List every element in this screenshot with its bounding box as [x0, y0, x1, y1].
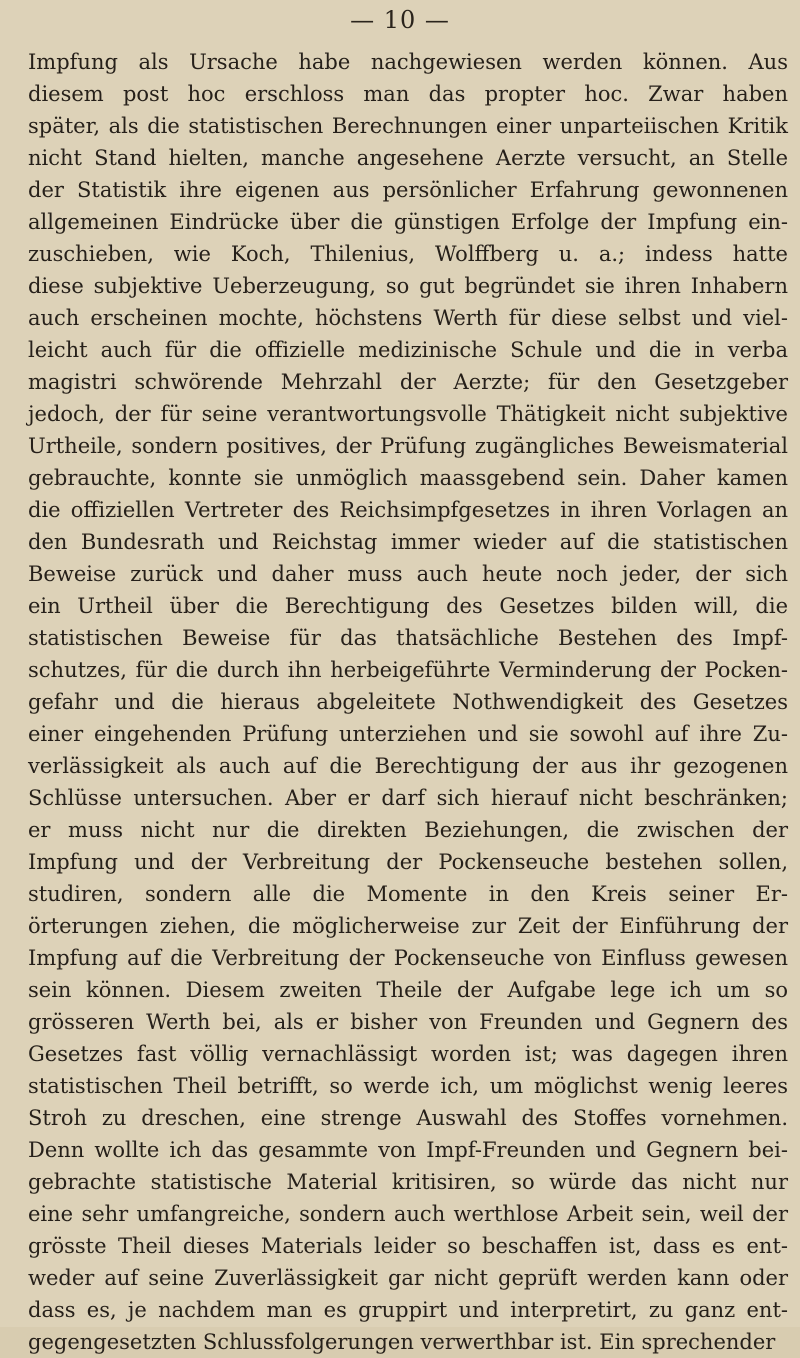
text-line: Impfung und der Verbreitung der Pockenseuche bestehen sollen, [28, 850, 788, 874]
text-line: später, als die statistischen Berechnungen einer unparteiischen Kritik [28, 114, 788, 138]
text-line: auch erscheinen mochte, höchstens Werth für diese selbst und viel- [28, 306, 788, 330]
text-line: gefahr und die hieraus abgeleitete Nothwendigkeit des Gesetzes [28, 690, 788, 714]
text-line: sein können. Diesem zweiten Theile der Aufgabe lege ich um so [28, 978, 788, 1002]
page-number: — 10 — [350, 6, 450, 34]
text-line: nicht Stand hielten, manche angesehene Aerzte versucht, an Stelle [28, 146, 788, 170]
text-line: statistischen Theil betrifft, so werde ich, um möglichst wenig leeres [28, 1074, 788, 1098]
text-line: diese subjektive Ueberzeugung, so gut begründet sie ihren Inhabern [28, 274, 788, 298]
text-line: grösseren Werth bei, als er bisher von Freunden und Gegnern des [28, 1010, 788, 1034]
text-line: Impfung auf die Verbreitung der Pockenseuche von Einfluss gewesen [28, 946, 788, 970]
text-line: gegengesetzten Schlussfolgerungen verwerthbar ist. Ein sprechender [28, 1330, 776, 1354]
text-line: diesem post hoc erschloss man das propter hoc. Zwar haben [28, 82, 788, 106]
text-line: weder auf seine Zuverlässigkeit gar nicht geprüft werden kann oder [28, 1266, 788, 1290]
text-line: ein Urtheil über die Berechtigung des Gesetzes bilden will, die [28, 594, 788, 618]
text-line: magistri schwörende Mehrzahl der Aerzte; für den Gesetzgeber [28, 370, 788, 394]
text-line: allgemeinen Eindrücke über die günstigen Erfolge der Impfung ein- [28, 210, 788, 234]
text-line: verlässigkeit als auch auf die Berechtigung der aus ihr gezogenen [28, 754, 788, 778]
text-line: eine sehr umfangreiche, sondern auch werthlose Arbeit sein, weil der [28, 1202, 788, 1226]
text-line: den Bundesrath und Reichstag immer wieder auf die statistischen [28, 530, 788, 554]
text-line: Urtheile, sondern positives, der Prüfung zugängliches Beweismaterial [28, 434, 788, 458]
text-line: der Statistik ihre eigenen aus persönlicher Erfahrung gewonnenen [28, 178, 788, 202]
text-line: dass es, je nachdem man es gruppirt und interpretirt, zu ganz ent- [28, 1298, 788, 1322]
text-line: Impfung als Ursache habe nachgewiesen werden können. Aus [28, 50, 788, 74]
text-line: studiren, sondern alle die Momente in den Kreis seiner Er- [28, 882, 788, 906]
text-line: grösste Theil dieses Materials leider so beschaffen ist, dass es ent- [28, 1234, 788, 1258]
text-line: statistischen Beweise für das thatsächliche Bestehen des Impf- [28, 626, 788, 650]
text-line: Beweise zurück und daher muss auch heute noch jeder, der sich [28, 562, 788, 586]
text-line: er muss nicht nur die direkten Beziehungen, die zwischen der [28, 818, 788, 842]
text-line: schutzes, für die durch ihn herbeigeführte Verminderung der Pocken- [28, 658, 788, 682]
text-line: Schlüsse untersuchen. Aber er darf sich hierauf nicht beschränken; [28, 786, 788, 810]
body-text [28, 46, 788, 1358]
text-line: jedoch, der für seine verantwortungsvolle Thätigkeit nicht subjektive [28, 402, 788, 426]
text-line: örterungen ziehen, die möglicherweise zur Zeit der Einführung der [28, 914, 788, 938]
text-line: einer eingehenden Prüfung unterziehen und sie sowohl auf ihre Zu- [28, 722, 788, 746]
text-line: zuschieben, wie Koch, Thilenius, Wolffberg u. a.; indess hatte [28, 242, 788, 266]
text-line: leicht auch für die offizielle medizinische Schule und die in verba [28, 338, 788, 362]
text-line: Gesetzes fast völlig vernachlässigt worden ist; was dagegen ihren [28, 1042, 788, 1066]
text-line: gebrauchte, konnte sie unmöglich maassgebend sein. Daher kamen [28, 466, 788, 490]
text-line: die offiziellen Vertreter des Reichsimpfgesetzes in ihren Vorlagen an [28, 498, 788, 522]
text-line: Denn wollte ich das gesammte von Impf-Freunden und Gegnern bei- [28, 1138, 788, 1162]
text-line: gebrachte statistische Material kritisiren, so würde das nicht nur [28, 1170, 788, 1194]
text-line: Stroh zu dreschen, eine strenge Auswahl des Stoffes vornehmen. [28, 1106, 788, 1130]
